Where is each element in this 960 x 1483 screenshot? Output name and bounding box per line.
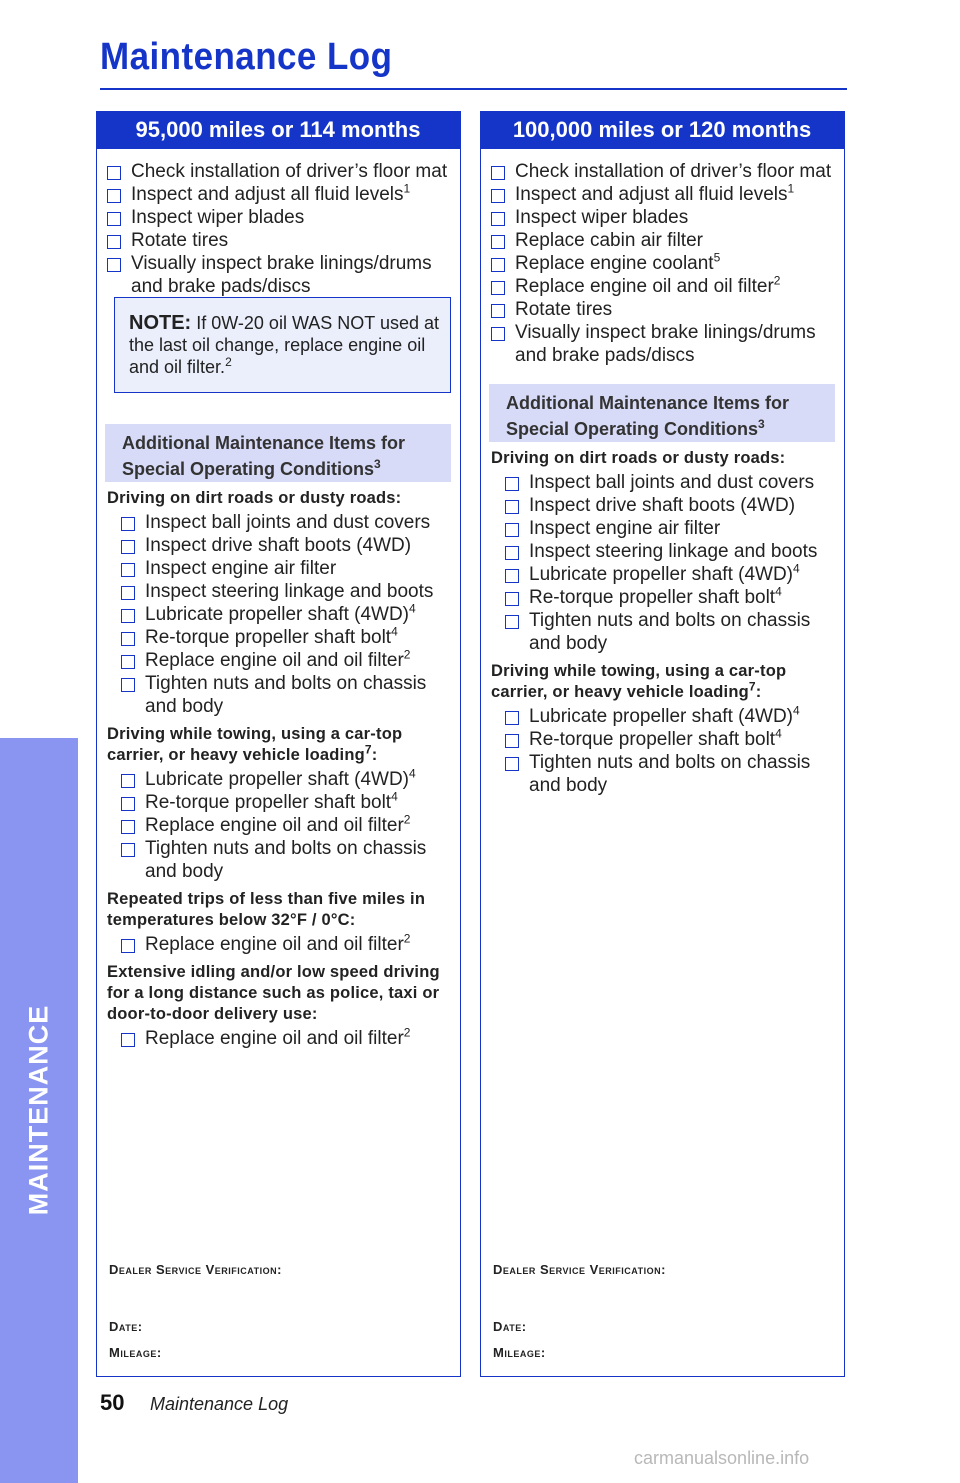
checklist-item-content [145, 837, 452, 883]
checklist-item-text: Re-torque propeller shaft bolt [145, 792, 392, 813]
checkbox[interactable] [121, 609, 135, 623]
checklist-item-content [529, 563, 800, 586]
checklist-item-text: Replace engine oil and oil filter [145, 650, 404, 671]
checklist-item-text: Inspect and adjust all fluid levels [131, 184, 404, 205]
source-watermark: carmanualsonline.info [634, 1448, 810, 1468]
checklist-item [505, 494, 836, 517]
checklist-item-content [529, 471, 814, 494]
right-main-checklist [491, 160, 836, 367]
checklist-item-content [515, 298, 612, 321]
checkbox[interactable] [107, 235, 121, 249]
checklist-item-content [515, 252, 720, 275]
checkbox[interactable] [107, 166, 121, 180]
checkbox[interactable] [491, 212, 505, 226]
checklist-item-text: Re-torque propeller shaft bolt [529, 729, 776, 750]
checkbox[interactable] [121, 655, 135, 669]
condition-heading [107, 962, 452, 1025]
checklist-item [107, 252, 452, 298]
condition-checklist [107, 768, 452, 883]
checklist-item [121, 933, 452, 956]
date-label: Date: [109, 1319, 143, 1334]
checklist-item-text: Inspect drive shaft boots (4WD) [145, 535, 412, 556]
checkbox[interactable] [121, 586, 135, 600]
checklist-item [505, 471, 836, 494]
checklist-item-text: Inspect wiper blades [515, 207, 689, 228]
checkbox[interactable] [107, 258, 121, 272]
title-divider [100, 88, 847, 90]
checklist-item [121, 837, 452, 883]
checkbox[interactable] [491, 327, 505, 341]
checklist-item-content [131, 229, 228, 252]
checklist-item-content [529, 728, 782, 751]
condition-heading [107, 724, 452, 766]
condition-heading-footnote: 7 [364, 742, 372, 757]
checkbox[interactable] [491, 235, 505, 249]
checklist-item [121, 672, 452, 718]
checklist-item [491, 229, 836, 252]
note-footnote: 2 [225, 355, 232, 369]
checklist-item-text: Rotate tires [131, 230, 229, 251]
checklist-item-text: Re-torque propeller shaft bolt [145, 627, 392, 648]
dealer-verification-label: Dealer Service Verification: [109, 1262, 282, 1277]
checklist-item [505, 751, 836, 797]
checkbox[interactable] [505, 569, 519, 583]
checkbox[interactable] [121, 939, 135, 953]
additional-heading-line1: Additional Maintenance Items for [506, 393, 790, 413]
checklist-item-content [145, 580, 433, 603]
oil-note-box [114, 297, 451, 393]
checkbox[interactable] [505, 592, 519, 606]
checklist-item-content [515, 160, 831, 183]
checklist-item-text: Inspect steering linkage and boots [529, 541, 818, 562]
checkbox[interactable] [121, 820, 135, 834]
condition-heading-text: Driving while towing, using a car-top carrier, or heavy vehicle loading [491, 662, 787, 701]
checklist-item-text: Inspect engine air filter [529, 518, 721, 539]
checklist-item-footnote: 2 [403, 647, 411, 662]
condition-heading [491, 448, 836, 469]
checklist-item [121, 534, 452, 557]
checklist-item [491, 252, 836, 275]
checklist-item [107, 229, 452, 252]
checklist-item [121, 1027, 452, 1050]
condition-heading-colon: : [371, 746, 378, 764]
checklist-item-content [145, 933, 410, 956]
checklist-item-footnote: 2 [403, 1025, 411, 1040]
checkbox[interactable] [505, 546, 519, 560]
checklist-item-footnote: 4 [391, 624, 398, 639]
checklist-item [505, 705, 836, 728]
checklist-item-text: Tighten nuts and bolts on chassis and body [529, 752, 811, 796]
checkbox[interactable] [121, 678, 135, 692]
condition-heading [107, 889, 452, 931]
condition-heading-text: Driving on dirt roads or dusty roads: [491, 449, 786, 467]
checklist-item-text: Lubricate propeller shaft (4WD) [145, 769, 409, 790]
checklist-item-text: Inspect wiper blades [131, 207, 305, 228]
additional-heading-line1: Additional Maintenance Items for [122, 433, 406, 453]
checklist-item-footnote: 4 [409, 766, 416, 781]
checklist-item-content [145, 649, 410, 672]
checklist-item [505, 609, 836, 655]
checklist-item-text: Replace engine oil and oil filter [515, 276, 774, 297]
checklist-item-content [515, 183, 794, 206]
interval-column-100000 [480, 111, 845, 1377]
interval-header: 95,000 miles or 114 months [96, 111, 461, 149]
checklist-item-content [145, 511, 430, 534]
condition-heading-colon: : [755, 683, 762, 701]
checkbox[interactable] [491, 304, 505, 318]
checklist-item-content [145, 672, 452, 718]
checklist-item-content [529, 540, 817, 563]
interval-header: 100,000 miles or 120 months [480, 111, 845, 149]
checklist-item-footnote: 4 [775, 726, 782, 741]
additional-items-heading [105, 424, 451, 482]
condition-heading-text: Driving on dirt roads or dusty roads: [107, 489, 402, 507]
checklist-item-footnote: 1 [787, 181, 795, 196]
checklist-item-text: Inspect ball joints and dust covers [529, 472, 815, 493]
condition-checklist [107, 511, 452, 718]
condition-heading-footnote: 7 [748, 679, 756, 694]
checkbox[interactable] [505, 477, 519, 491]
note-text: If 0W-20 oil WAS NOT used at the last oil change, replace engine oil and oil filter. [129, 313, 439, 377]
checkbox[interactable] [121, 517, 135, 531]
checklist-item-content [131, 206, 304, 229]
checkbox[interactable] [491, 166, 505, 180]
checklist-item [491, 206, 836, 229]
checklist-item [505, 728, 836, 751]
checklist-item-footnote: 2 [403, 931, 411, 946]
checklist-item [505, 586, 836, 609]
checklist-item-content [515, 229, 703, 252]
checklist-item-text: Replace engine oil and oil filter [145, 934, 404, 955]
checklist-item-content [131, 183, 410, 206]
checklist-item-content [145, 1027, 410, 1050]
checklist-item-content [529, 705, 800, 728]
checkbox[interactable] [121, 774, 135, 788]
checklist-item-text: Rotate tires [515, 299, 613, 320]
checklist-item-footnote: 1 [403, 181, 411, 196]
checkbox[interactable] [121, 843, 135, 857]
checklist-item-content [529, 494, 795, 517]
dealer-verification-label: Dealer Service Verification: [493, 1262, 666, 1277]
checklist-item-footnote: 4 [391, 789, 398, 804]
checklist-item-content [515, 206, 688, 229]
checklist-item [491, 160, 836, 183]
checklist-item [491, 298, 836, 321]
checklist-item-footnote: 4 [775, 584, 782, 599]
checklist-item-footnote: 5 [713, 250, 721, 265]
checklist-item-content [515, 321, 836, 367]
condition-heading-text: Extensive idling and/or low speed driving for a long distance such as police, taxi or door-to-door delivery use: [107, 963, 440, 1023]
checklist-item-content [529, 751, 836, 797]
checklist-item [121, 603, 452, 626]
condition-checklist [491, 471, 836, 655]
checklist-item-text: Visually inspect brake linings/drums and brake pads/discs [515, 322, 816, 366]
checklist-item-content [529, 586, 782, 609]
checklist-item-text: Check installation of driver’s floor mat [515, 161, 832, 182]
condition-heading [491, 661, 836, 703]
checklist-item [491, 275, 836, 298]
checklist-item-content [145, 791, 398, 814]
checklist-item-text: Lubricate propeller shaft (4WD) [145, 604, 409, 625]
checklist-item-text: Replace engine oil and oil filter [145, 1028, 404, 1049]
checkbox[interactable] [491, 281, 505, 295]
checklist-item-content [529, 609, 836, 655]
checklist-item-content [145, 768, 416, 791]
checklist-item [505, 540, 836, 563]
checklist-item-content [145, 557, 336, 580]
condition-checklist [107, 933, 452, 956]
checkbox[interactable] [491, 258, 505, 272]
checklist-item-content [131, 160, 447, 183]
section-side-tab-label: MAINTENANCE [23, 1004, 54, 1216]
checklist-item-text: Tighten nuts and bolts on chassis and body [145, 673, 427, 717]
checklist-item-text: Lubricate propeller shaft (4WD) [529, 706, 793, 727]
checklist-item-content [145, 626, 398, 649]
checklist-item-content [145, 814, 410, 837]
checklist-item-content [515, 275, 780, 298]
checklist-item-text: Replace engine oil and oil filter [145, 815, 404, 836]
checklist-item-text: Re-torque propeller shaft bolt [529, 587, 776, 608]
checklist-item [121, 580, 452, 603]
checklist-item [121, 814, 452, 837]
checkbox[interactable] [121, 1033, 135, 1047]
checklist-item [121, 557, 452, 580]
checklist-item [107, 183, 452, 206]
checklist-item-content [529, 517, 720, 540]
additional-items-heading [489, 384, 835, 442]
checkbox[interactable] [121, 540, 135, 554]
left-special-conditions [107, 488, 452, 1050]
checklist-item-footnote: 4 [793, 703, 800, 718]
checklist-item-text: Tighten nuts and bolts on chassis and body [529, 610, 811, 654]
checkbox[interactable] [121, 632, 135, 646]
note-label: NOTE: [129, 312, 192, 334]
checkbox[interactable] [505, 757, 519, 771]
checklist-item-content [145, 603, 416, 626]
checkbox[interactable] [121, 563, 135, 577]
page-title: Maintenance Log [100, 36, 393, 78]
checklist-item-text: Lubricate propeller shaft (4WD) [529, 564, 793, 585]
checklist-item [121, 626, 452, 649]
checklist-item [121, 768, 452, 791]
checkbox[interactable] [491, 189, 505, 203]
checklist-item-text: Visually inspect brake linings/drums and brake pads/discs [131, 253, 432, 297]
checklist-item [107, 160, 452, 183]
checklist-item [121, 511, 452, 534]
additional-heading-footnote: 3 [374, 457, 381, 471]
checkbox[interactable] [505, 615, 519, 629]
checklist-item-text: Tighten nuts and bolts on chassis and body [145, 838, 427, 882]
checklist-item [107, 206, 452, 229]
condition-checklist [107, 1027, 452, 1050]
left-main-checklist [107, 160, 452, 298]
additional-heading-footnote: 3 [758, 417, 765, 431]
checklist-item [505, 563, 836, 586]
checkbox[interactable] [505, 734, 519, 748]
checklist-item [505, 517, 836, 540]
checklist-item [121, 649, 452, 672]
condition-heading-text: Driving while towing, using a car-top carrier, or heavy vehicle loading [107, 725, 403, 764]
checklist-item-content [131, 252, 452, 298]
mileage-label: Mileage: [109, 1345, 162, 1360]
checklist-item-text: Check installation of driver’s floor mat [131, 161, 448, 182]
checklist-item-text: Inspect and adjust all fluid levels [515, 184, 788, 205]
checklist-item-text: Inspect drive shaft boots (4WD) [529, 495, 796, 516]
running-footer-title: Maintenance Log [150, 1394, 289, 1414]
checkbox[interactable] [505, 711, 519, 725]
additional-heading-line2: Special Operating Conditions [122, 459, 375, 479]
checkbox[interactable] [505, 500, 519, 514]
checklist-item-footnote: 4 [409, 601, 416, 616]
checklist-item-text: Inspect engine air filter [145, 558, 337, 579]
checklist-item-text: Replace cabin air filter [515, 230, 703, 251]
checklist-item-footnote: 4 [793, 561, 800, 576]
checkbox[interactable] [505, 523, 519, 537]
checklist-item-content [145, 534, 411, 557]
checklist-item-text: Inspect steering linkage and boots [145, 581, 434, 602]
checklist-item-footnote: 2 [403, 812, 411, 827]
condition-heading [107, 488, 452, 509]
mileage-label: Mileage: [493, 1345, 546, 1360]
checklist-item [491, 321, 836, 367]
condition-heading-text: Repeated trips of less than five miles in temperatures below 32°F / 0°C: [107, 890, 426, 929]
right-special-conditions [491, 448, 836, 797]
checkbox[interactable] [107, 212, 121, 226]
interval-column-95000 [96, 111, 461, 1377]
date-label: Date: [493, 1319, 527, 1334]
condition-checklist [491, 705, 836, 797]
checklist-item [121, 791, 452, 814]
checklist-item [491, 183, 836, 206]
checklist-item-text: Inspect ball joints and dust covers [145, 512, 431, 533]
checklist-item-footnote: 2 [773, 273, 781, 288]
page-number: 50 [100, 1390, 125, 1415]
additional-heading-line2: Special Operating Conditions [506, 419, 759, 439]
checklist-item-text: Replace engine coolant [515, 253, 714, 274]
checkbox[interactable] [107, 189, 121, 203]
checkbox[interactable] [121, 797, 135, 811]
